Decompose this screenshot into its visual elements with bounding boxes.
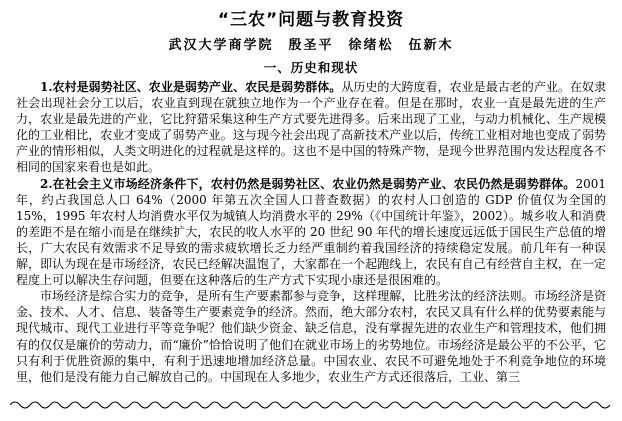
paragraph-1-body: 从历史的大跨度看，农业是最古老的产业。在奴隶社会出现社会分工以后，农业直到现在就独立地作为一个产业存在着。但是在那时，农业一直是最先进的生产力，农业是最先进的产业，它比狩猎采集这种生产方式要先进得多。后来出现了工业，与动力机械化、生产规模化的工业相比，农业才变成了弱势产业。这与现今社会出现了高新技术产业以后，传统工业相对地也变成了弱势产业的情形相似，人类文明进化的过程就是这样的。这也不是中国的特殊产物，是现今世界范围内发达程度各不相同的国家来看也是如此。 — [16, 80, 606, 175]
paragraph-3-body: 市场经济是综合实力的竞争，是所有生产要素都参与竞争，这样理解，比胜劣汰的经济法则。市场经济是资金、技术、人才、信息、装备等生产要素竞争的经济。然而，绝大部分农村，农民又具有什么样的优势要素能与现代城市、现代工业进行平等竞争呢？他们缺少资金、缺乏信息，没有掌握先进的农业生产和管理技术，他们拥有的仅仅是廉价的劳动力，而“廉价”恰恰说明了他们在就业市场上的劣势地位。市场经济是最公平的不公平，它只有利于优胜资源的集中，有利于迅速地增加经济总量。中国农业、农民不可避免地处于不利竞争地位的环境里，他们是没有能力自己解放自己的。中国现在人多地少，农业生产方式还很落后，工业、第三 — [16, 289, 606, 384]
paragraph-2-lead: 2.在社会主义市场经济条件下，农村仍然是弱势社区、农业仍然是弱势产业、农民仍然是弱势群体。 — [40, 176, 576, 191]
decorative-wave-divider — [10, 399, 612, 409]
paragraph-2 — [16, 176, 606, 289]
paragraph-3 — [16, 288, 606, 385]
section-heading: 一、历史和现状 — [263, 60, 359, 75]
page-title: “三农”问题与教育投资 — [217, 10, 405, 30]
paragraph-1-lead: 1.农村是弱势社区、农业是弱势产业、农民是弱势群体。 — [40, 80, 342, 94]
author-line: 武汉大学商学院 殷圣平 徐绪松 伍新木 — [168, 38, 454, 53]
paragraph-1 — [16, 79, 606, 176]
paragraph-2-body: 2001 年，约占我国总人口 64%（2000 年第五次全国人口普查数据）的农村人口创造的 GDP 价值仅为全国的 15%，1995 年农村人均消费水平仅为城镇人均消费水平的 29%（《中国统计年鉴》，2002）。城乡收人和消费的差距不是在缩小而是在继续扩大，农民的收人水平的 20 世纪 90 年代的增长速度远远低于国民生产总值的增长，广大农民有效需求不足导致的需求疲软增长乏力经严重制约着我国经济的持续稳定发展。前几年有一种误解，即认为现在是市场经济，农民已经解决温饱了，大家都在一个起跑线上，农民有自己有经营自主权，在一定程度上可以解决生存问题，但要在这种落后的生产方式下实现小康还是很困难的。 — [16, 176, 606, 288]
